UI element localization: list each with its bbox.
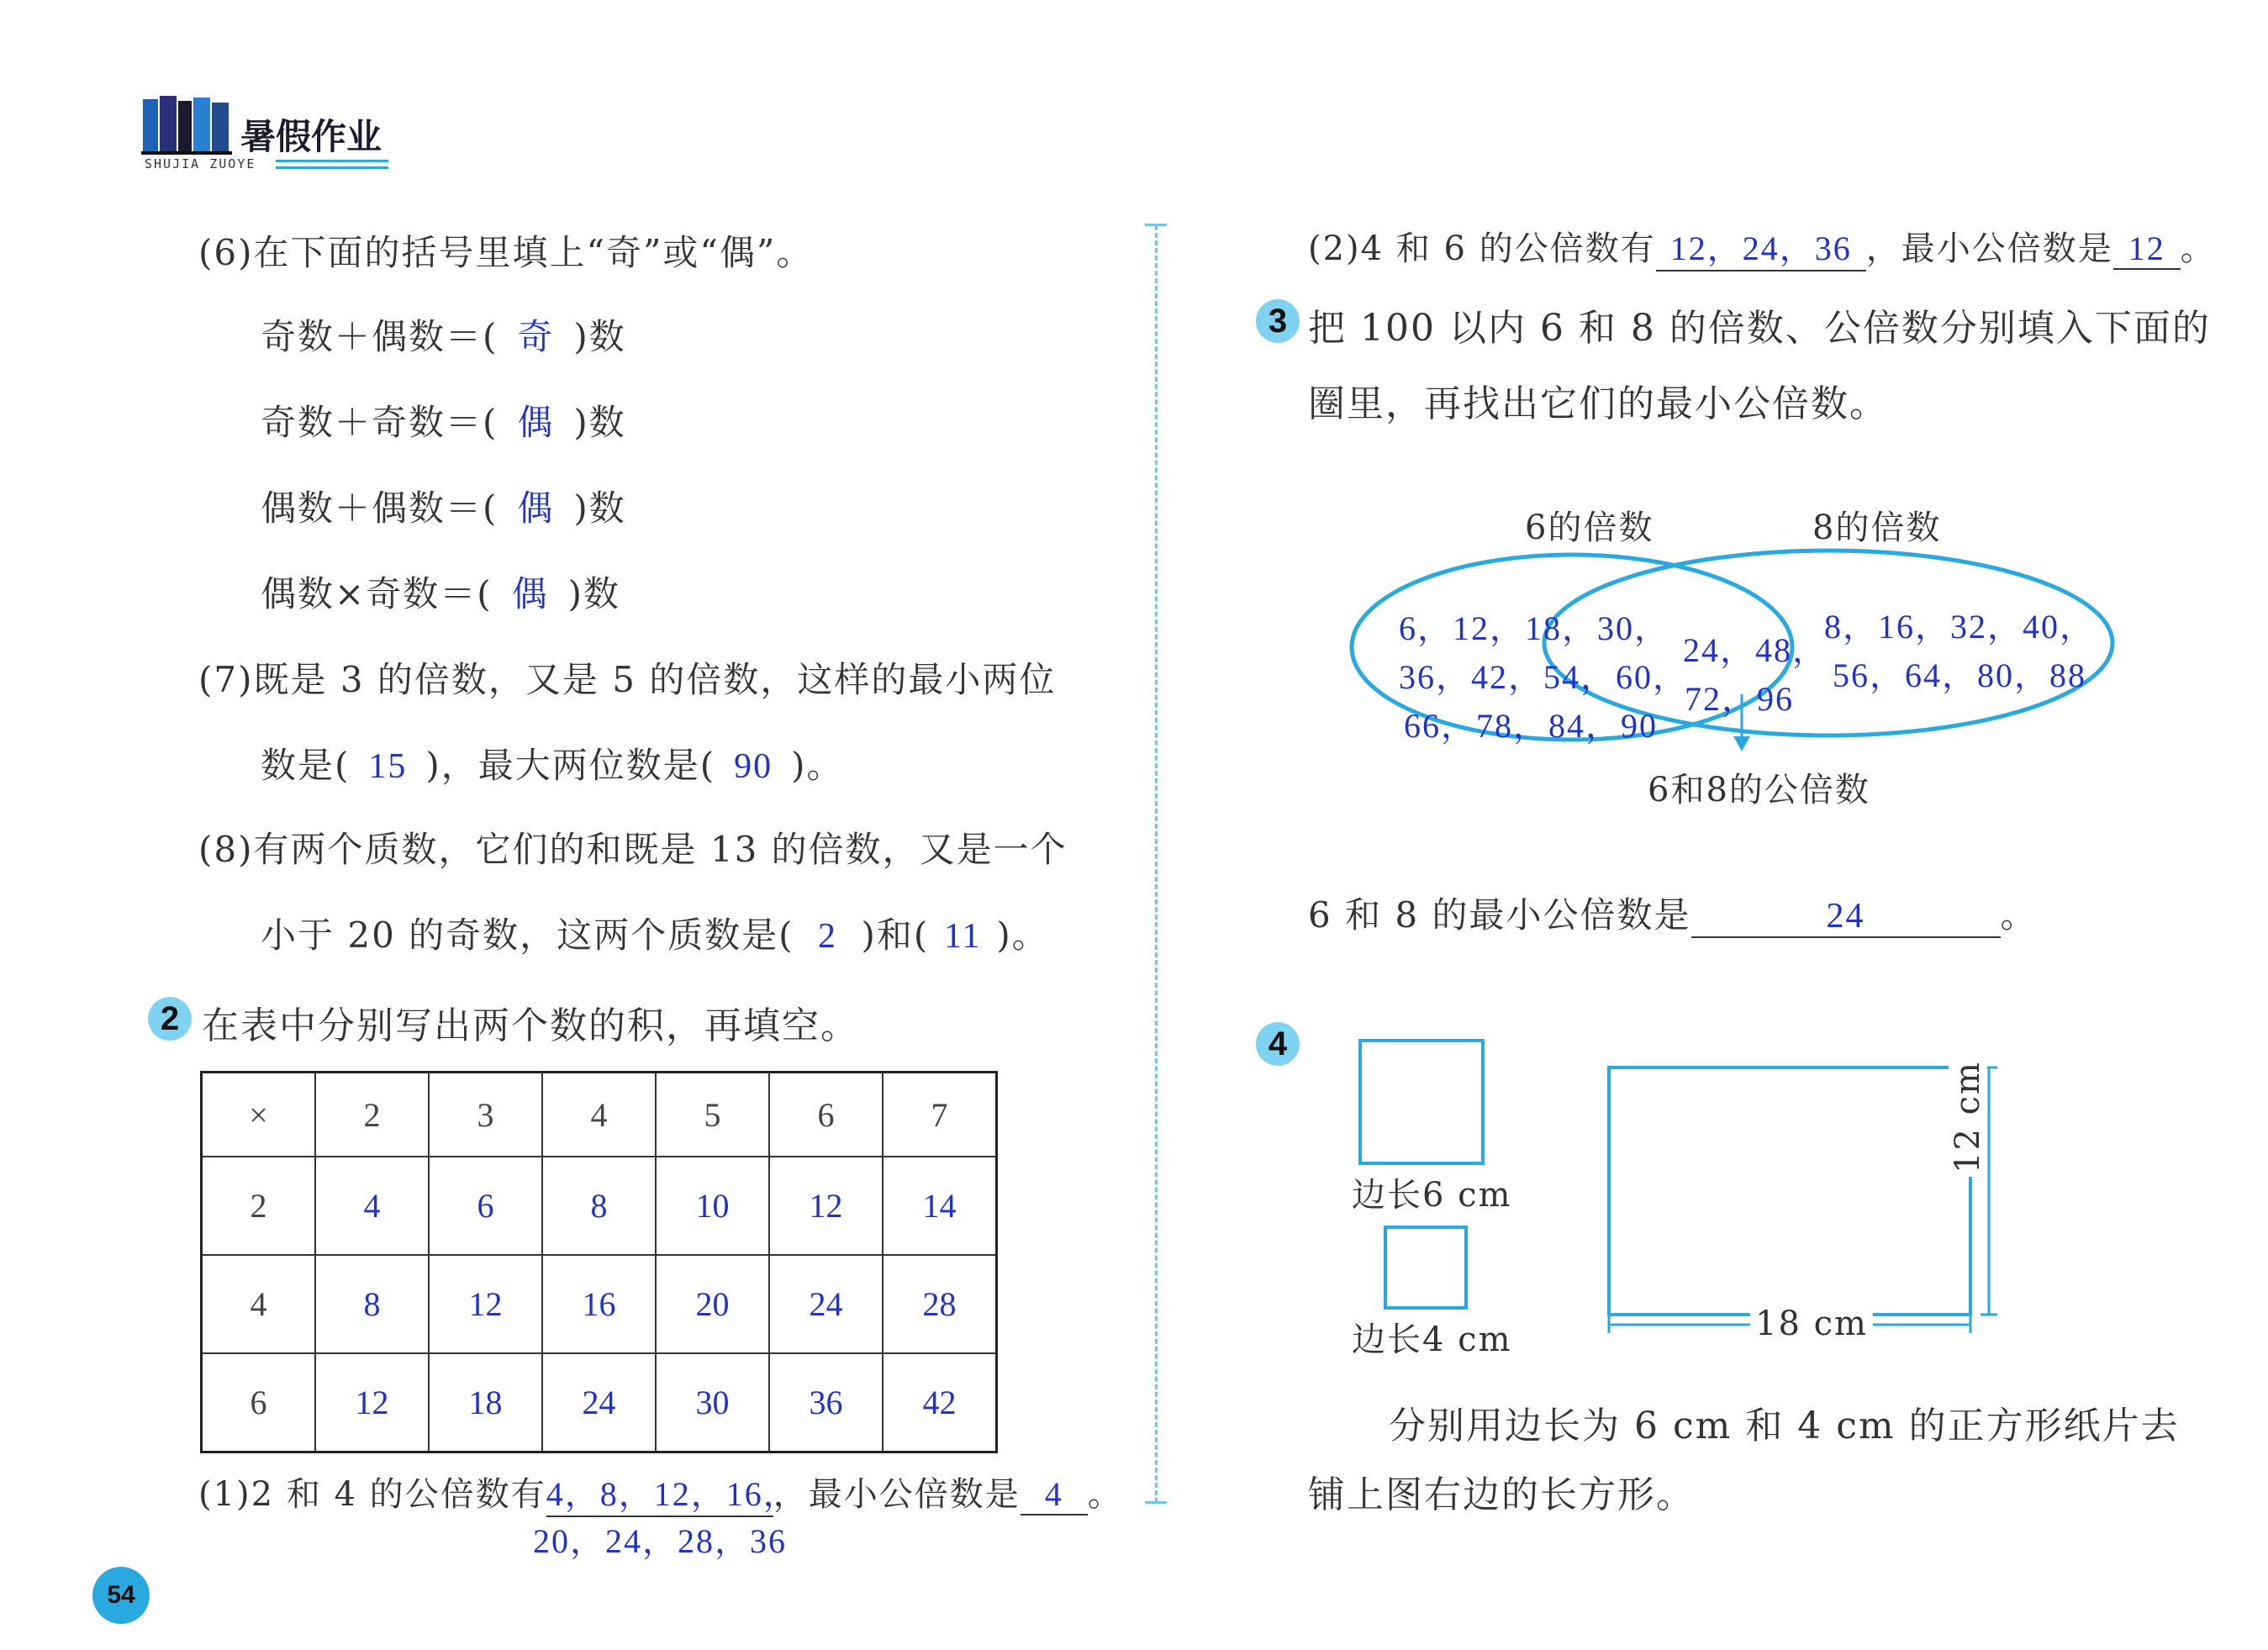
table-cell: 3 — [429, 1073, 542, 1157]
section-2-sub1-continued: 20，24，28，36 — [533, 1522, 787, 1560]
section-4-desc-line-1: 分别用边长为 6 cm 和 4 cm 的正方形纸片去 — [1389, 1405, 2180, 1447]
section-4-desc-line-2: 铺上图右边的长方形。 — [1308, 1473, 1695, 1516]
table-cell: 16 — [542, 1255, 656, 1353]
square-4cm — [1385, 1227, 1466, 1308]
answer: 偶 — [517, 490, 555, 529]
lcm-line: 6 和 8 的最小公倍数是 24 。 — [1308, 888, 2038, 938]
square-6cm — [1360, 1041, 1483, 1163]
table-cell: 20 — [656, 1255, 769, 1353]
section-2-sub2: (2)4 和 6 的公倍数有 12，24，36 ，最小公倍数是 12 。 — [1308, 222, 2216, 271]
section-2-sub1: (1)2 和 4 的公倍数有4，8，12，16，，最小公倍数是 4 。 — [198, 1468, 1123, 1517]
answer: 偶 — [517, 404, 555, 443]
answer: 90 — [734, 747, 773, 786]
section-3-badge: 3 — [1256, 299, 1300, 343]
table-row — [202, 1157, 997, 1255]
header-subtitle: SHUJIA ZUOYE — [145, 156, 256, 171]
answer: 15 — [368, 747, 408, 786]
table-cell: 4 — [202, 1255, 316, 1353]
table-cell: 28 — [883, 1255, 997, 1353]
header-underline — [276, 160, 388, 162]
table-cell: 6 — [769, 1073, 883, 1157]
table-cell: 36 — [769, 1353, 883, 1452]
venn-left-line-2: 36，42，54，60， — [1399, 658, 1688, 696]
table-cell: 4 — [315, 1157, 429, 1255]
q6-line-2: 奇数＋奇数＝( 偶 )数 — [261, 395, 626, 445]
answer: 2 — [818, 917, 838, 956]
answer: 偶 — [511, 576, 549, 614]
section-3-title-line-2: 圈里，再找出它们的最小公倍数。 — [1308, 382, 1888, 425]
table-cell: 42 — [883, 1353, 997, 1452]
table-cell: 24 — [542, 1353, 656, 1452]
section-2-badge: 2 — [148, 997, 192, 1041]
header-title: 暑假作业 — [240, 116, 382, 157]
venn-right-line-2: 56，64，80，88 — [1833, 656, 2086, 694]
section-4-badge: 4 — [1256, 1022, 1300, 1066]
section-2-title: 在表中分别写出两个数的积，再填空。 — [202, 1004, 859, 1047]
table-cell: 18 — [429, 1353, 542, 1452]
table-cell: 24 — [769, 1255, 883, 1353]
table-cell: × — [202, 1073, 316, 1157]
column-divider — [1155, 225, 1158, 1503]
table-cell: 14 — [883, 1157, 997, 1255]
table-cell: 6 — [429, 1157, 542, 1255]
q6-prompt: (6)在下面的括号里填上“奇”或“偶”。 — [198, 232, 814, 273]
divider-cap-top — [1145, 224, 1167, 226]
table-cell: 12 — [769, 1157, 883, 1255]
table-row — [202, 1353, 997, 1452]
table-cell: 12 — [429, 1255, 542, 1353]
books-icon — [141, 94, 234, 155]
answer: 4，8，12，16， — [546, 1468, 773, 1517]
target-rectangle — [1609, 1067, 1970, 1315]
table-cell: 2 — [202, 1157, 316, 1255]
venn-label-right: 8的倍数 — [1812, 509, 1942, 547]
answer: 11 — [944, 917, 982, 956]
table-cell: 10 — [656, 1157, 769, 1255]
answer: 24 — [1691, 896, 2001, 938]
q6-line-1: 奇数＋偶数＝( 奇 )数 — [261, 309, 626, 360]
header-logo — [141, 92, 393, 172]
venn-label-left: 6的倍数 — [1525, 509, 1654, 547]
table-cell: 5 — [656, 1073, 769, 1157]
table-cell: 2 — [315, 1073, 429, 1157]
venn-label-common: 6和8的公倍数 — [1648, 771, 1870, 809]
rect-height-label: 12 cm — [1949, 1057, 1987, 1177]
q7-line-2: 数是( 15 )，最大两位数是( 90 )。 — [261, 745, 844, 786]
page-number: 54 — [92, 1567, 150, 1624]
table-row — [202, 1255, 997, 1353]
q6-line-4: 偶数×奇数＝( 偶 )数 — [261, 567, 620, 617]
table-cell: 7 — [883, 1073, 997, 1157]
q6-line-3: 偶数＋偶数＝( 偶 )数 — [261, 481, 626, 531]
table-cell: 8 — [542, 1157, 656, 1255]
q7-line-1: (7)既是 3 的倍数，又是 5 的倍数，这样的最小两位 — [198, 659, 1057, 700]
venn-common-line-2: 72，96 — [1685, 680, 1794, 718]
section-3-title-line-1: 把 100 以内 6 和 8 的倍数、公倍数分别填入下面的 — [1308, 307, 2211, 350]
table-header-row — [202, 1073, 997, 1157]
table-cell: 30 — [656, 1353, 769, 1452]
venn-arrow-head — [1733, 736, 1750, 751]
table-cell: 8 — [315, 1255, 429, 1353]
answer: 12 — [2113, 229, 2181, 270]
answer: 奇 — [517, 319, 555, 357]
q8-line-1: (8)有两个质数，它们的和既是 13 的倍数，又是一个 — [198, 829, 1068, 870]
q8-line-2: 小于 20 的奇数，这两个质数是( 2 )和( 11 )。 — [261, 915, 1049, 956]
header-underline-2 — [276, 166, 388, 169]
table-cell: 6 — [202, 1353, 316, 1452]
answer: 12，24，36 — [1656, 222, 1866, 271]
venn-right-line-1: 8，16，32，40， — [1824, 608, 2095, 646]
square-2-label: 边长4 cm — [1352, 1321, 1512, 1359]
venn-left-line-1: 6，12，18，30， — [1399, 609, 1669, 647]
venn-common-line-1: 24，48， — [1683, 631, 1828, 669]
venn-left-line-3: 66，78，84，90 — [1404, 707, 1658, 745]
table-cell: 4 — [542, 1073, 656, 1157]
rect-width-label: 18 cm — [1750, 1305, 1873, 1343]
table-cell: 12 — [315, 1353, 429, 1452]
multiplication-table — [200, 1071, 998, 1453]
square-1-label: 边长6 cm — [1352, 1176, 1512, 1215]
answer: 4 — [1021, 1474, 1088, 1516]
divider-cap-bottom — [1145, 1501, 1167, 1504]
